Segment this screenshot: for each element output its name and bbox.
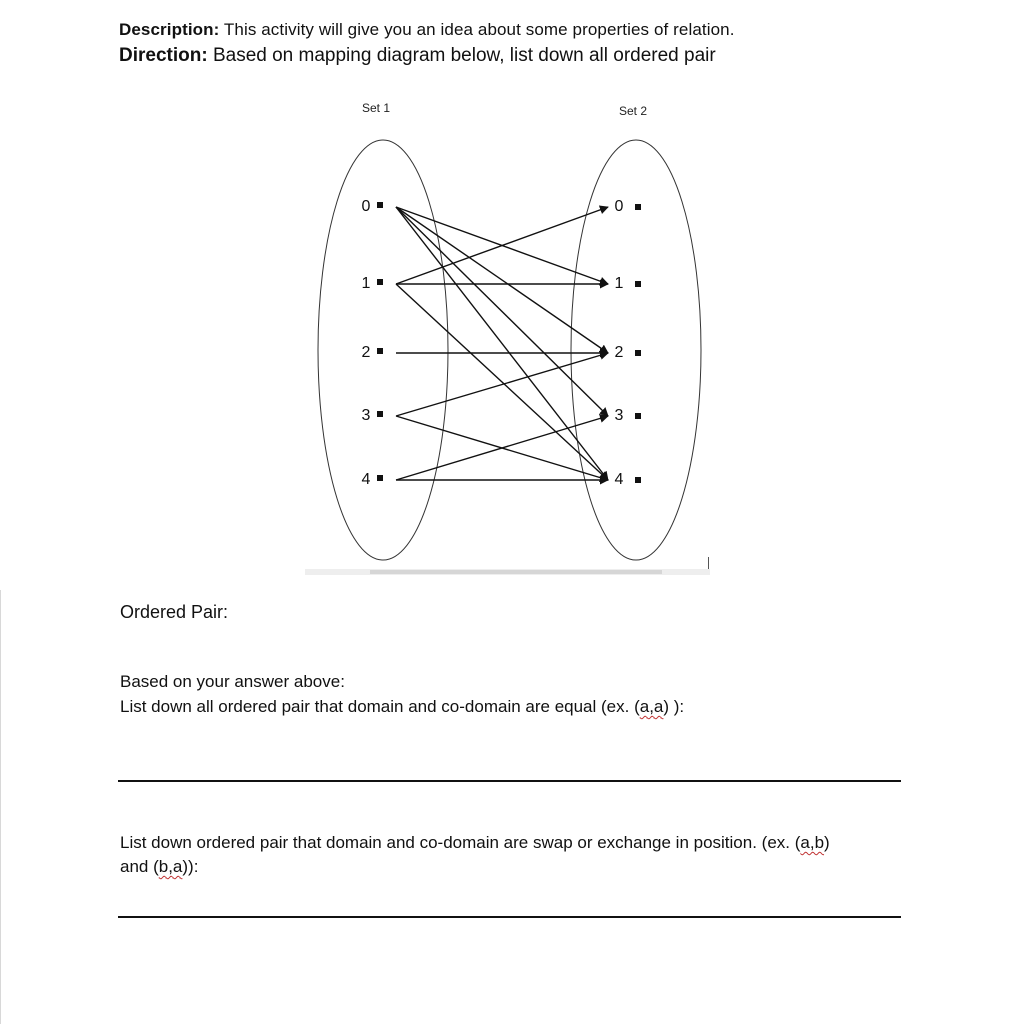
mapping-arrow xyxy=(396,207,608,480)
mapping-arrow xyxy=(396,207,608,353)
answer-line-equal[interactable] xyxy=(118,780,901,782)
description-label: Description: xyxy=(119,20,220,39)
set2-label: Set 2 xyxy=(618,104,648,118)
set1-element-marker xyxy=(377,202,383,208)
direction-text: Based on mapping diagram below, list down all ordered pair xyxy=(207,45,716,66)
spelling-mark: b,a xyxy=(158,857,183,876)
question-equal-text: List down all ordered pair that domain and co-domain are equal (ex. ( xyxy=(120,697,640,716)
set1-element-label: 3 xyxy=(361,407,371,424)
set1-element-marker xyxy=(377,411,383,417)
question-swap-line2 xyxy=(120,857,198,877)
set2-element-label: 4 xyxy=(614,471,624,488)
set1-element-label: 0 xyxy=(361,198,371,215)
page-edge xyxy=(0,590,1015,1024)
mapping-arrow xyxy=(396,284,608,480)
question-swap-end1: ) xyxy=(824,833,830,852)
question-equal-end: ) ): xyxy=(663,697,685,716)
set2-element-label: 1 xyxy=(614,275,624,292)
scrollbar-thumb[interactable] xyxy=(370,570,662,574)
set2-element-marker xyxy=(635,413,641,419)
set2-element-marker xyxy=(635,204,641,210)
question-equal xyxy=(120,697,684,717)
answer-line-swap[interactable] xyxy=(118,916,901,918)
based-on-line: Based on your answer above: xyxy=(120,672,345,691)
set1-element-marker xyxy=(377,279,383,285)
direction-line xyxy=(119,45,716,67)
set2-element-marker xyxy=(635,477,641,483)
set1-element-label: 1 xyxy=(361,275,371,292)
description-line xyxy=(119,20,735,40)
set1-element-label: 2 xyxy=(361,344,371,361)
spelling-mark: a,b xyxy=(800,833,825,852)
direction-label: Direction: xyxy=(119,45,208,66)
set2-element-label: 3 xyxy=(614,407,624,424)
question-swap-line1 xyxy=(120,833,830,853)
set2-element-label: 2 xyxy=(614,344,624,361)
set2-element-marker xyxy=(635,281,641,287)
question-swap-text: List down ordered pair that domain and co-domain are swap or exchange in position. (ex. ( xyxy=(120,833,801,852)
description-text: This activity will give you an idea about some properties of relation. xyxy=(219,20,735,39)
set1-element-marker xyxy=(377,475,383,481)
set1-element-label: 4 xyxy=(361,471,371,488)
spelling-mark: a,a xyxy=(639,697,664,716)
question-swap-start2: and ( xyxy=(120,857,159,876)
set1-element-marker xyxy=(377,348,383,354)
mapping-diagram xyxy=(300,90,720,570)
set1-label: Set 1 xyxy=(361,101,391,115)
ordered-pair-label: Ordered Pair: xyxy=(120,602,229,622)
set2-element-marker xyxy=(635,350,641,356)
question-swap-end2: )): xyxy=(182,857,199,876)
set2-element-label: 0 xyxy=(614,198,624,215)
